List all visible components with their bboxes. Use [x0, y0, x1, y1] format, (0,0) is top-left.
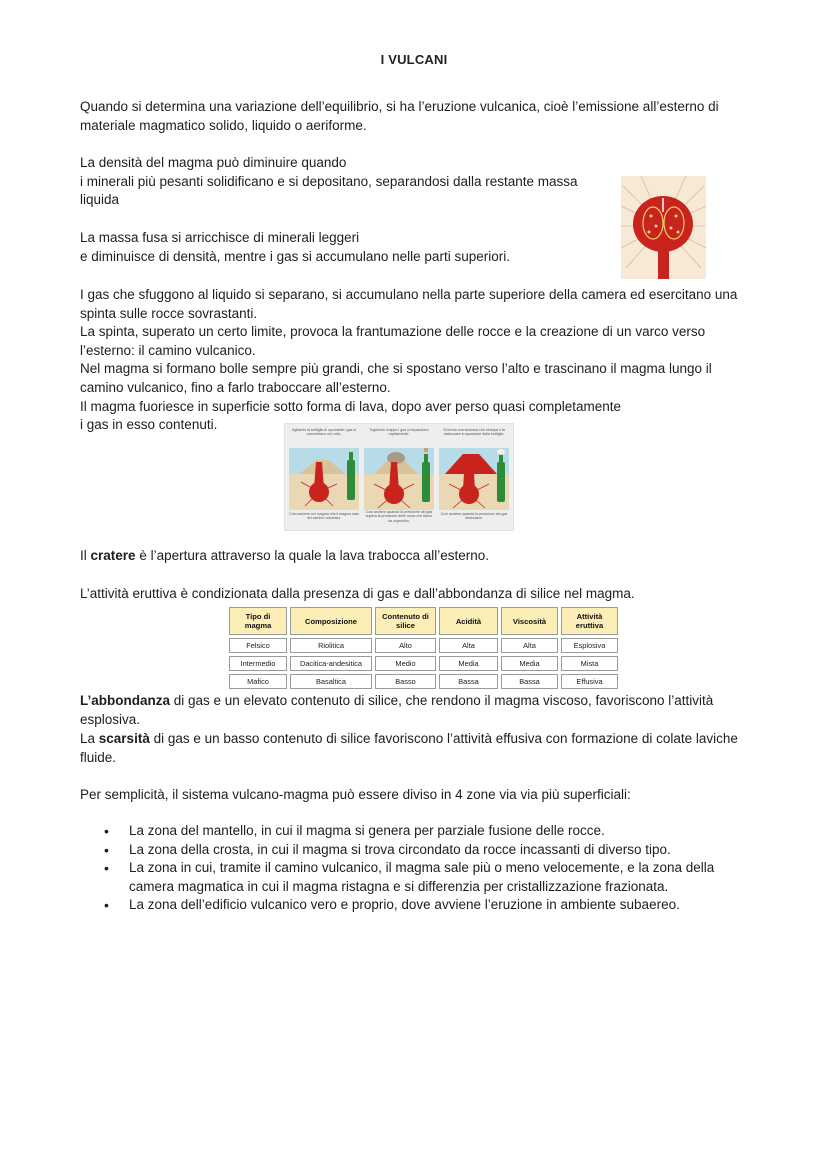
mass-line-1: La massa fusa si arricchisce di minerali leggeri [80, 230, 360, 245]
header-viscosita: Viscosità [501, 607, 558, 635]
list-item: • La zona della crosta, in cui il magma si trova circondato da rocce incassanti di diverso tipo. [80, 841, 760, 860]
panel-1-top-caption: Agitando la bottiglia di spumante i gas si concentrano nel collo. [291, 428, 357, 437]
bottles-panel-2 [364, 428, 434, 526]
page-title: I VULCANI [380, 52, 448, 67]
header-tipo: Tipo di magma [229, 607, 287, 635]
table-cell: Mafico [229, 674, 287, 689]
header-composizione: Composizione [290, 607, 372, 635]
magma-chamber-drawing [621, 176, 706, 279]
list-item: • La zona in cui, tramite il camino vulcanico, il magma sale più o meno velocemente, e la zona della camera magmatica in cui il magma ristagna e si differenzia per cristallizzazione frazionata. [80, 859, 760, 896]
gas-paragraph-3: Nel magma si formano bolle sempre più grandi, che si spostano verso l’alto e trascinano il magma lungo il camino vulcanico, fino a farlo traboccare all’esterno. [80, 361, 712, 395]
abbondanza-paragraph [80, 692, 750, 729]
table-cell: Intermedio [229, 656, 287, 671]
panel-2-bottom-caption: Così avviene quando la pressione del gas supera la pressione delle rocce che fanno da coperchio. [365, 510, 433, 523]
table-cell: Media [501, 656, 558, 671]
abbondanza-rest: di gas e un elevato contenuto di silice, che rendono il magma viscoso, favoriscono l’attività esplosiva. [80, 693, 714, 727]
panel-3-drawing [439, 448, 509, 510]
magma-chamber-image [621, 176, 706, 279]
table-cell: Basaltica [290, 674, 372, 689]
table-cell: Effusiva [561, 674, 618, 689]
table-row [229, 656, 618, 671]
list-item: • La zona dell’edificio vulcanico vero e proprio, dove avviene l’eruzione in ambiente subaereo. [80, 896, 760, 915]
density-line-3: liquida [80, 192, 120, 207]
panel-2-drawing [364, 448, 434, 510]
table-cell: Basso [375, 674, 436, 689]
panel-1-bottom-caption: Così avviene nel magma che il magma sale nel camino vulcanico. [289, 512, 359, 521]
scarsita-paragraph [80, 730, 750, 767]
table-cell: Bassa [501, 674, 558, 689]
gas-paragraph-1: I gas che sfuggono al liquido si separano, si accumulano nella parte superiore della camera ed esercitano una spinta sulle rocce sovrastanti. [80, 287, 738, 321]
table-row [229, 674, 618, 689]
scarsita-rest: di gas e un basso contenuto di silice favoriscono l’attività effusiva con formazione di colate laviche fluide. [80, 731, 738, 765]
mass-line-2: e diminuisce di densità, mentre i gas si accumulano nelle parti superiori. [80, 249, 510, 264]
density-line-2: i minerali più pesanti solidificano e si depositano, separandosi dalla restante massa [80, 174, 578, 189]
table-cell: Mista [561, 656, 618, 671]
table-cell: Dacitica-andesitica [290, 656, 372, 671]
header-acidita: Acidità [439, 607, 498, 635]
cratere-paragraph [80, 547, 489, 566]
panel-3-bottom-caption: Così avviene quando la pressione dei gas diminuisce. [440, 512, 508, 521]
table-row [229, 638, 618, 653]
gas-paragraph-4a: Il magma fuoriesce in superficie sotto forma di lava, dopo aver perso quasi completamente [80, 399, 622, 414]
table-cell: Felsico [229, 638, 287, 653]
zones-list [80, 822, 760, 915]
header-contenuto: Contenuto di silice [375, 607, 436, 635]
table-cell: Alta [439, 638, 498, 653]
table-cell: Bassa [439, 674, 498, 689]
cratere-before: Il [80, 548, 91, 563]
density-line-1: La densità del magma può diminuire quando [80, 155, 347, 170]
panel-2-top-caption: Togliendo il tappo i gas si espandono rapidamente. [369, 428, 429, 437]
intro-paragraph: Quando si determina una variazione dell’equilibrio, si ha l’eruzione vulcanica, cioè l’emissione all’esterno di materiale magmatico solido, liquido o aeriforme. [80, 99, 719, 133]
scarsita-before: La [80, 731, 99, 746]
bottles-comparison-image [284, 423, 514, 531]
magma-types-table [226, 604, 621, 692]
table-cell: Alta [501, 638, 558, 653]
list-item: • La zona del mantello, in cui il magma si genera per parziale fusione delle rocce. [80, 822, 760, 841]
attivita-paragraph: L’attività eruttiva è condizionata dalla presenza di gas e dall’abbondanza di silice nel magma. [80, 586, 635, 601]
gas-paragraph-4b: i gas in esso contenuti. [80, 417, 218, 432]
panel-3-top-caption: Si forma una schiuma che straripa e fa traboccare lo spumante dalla bottiglia. [443, 428, 505, 437]
panel-1-drawing [289, 448, 359, 510]
table-cell: Riolitica [290, 638, 372, 653]
table-header-row [229, 607, 618, 635]
scarsita-bold: scarsità [98, 731, 150, 746]
cratere-after: è l’apertura attraverso la quale la lava trabocca all’esterno. [135, 548, 490, 563]
bottles-panel-3 [439, 428, 509, 526]
cratere-bold: cratere [90, 548, 136, 563]
table-cell: Media [439, 656, 498, 671]
table-cell: Medio [375, 656, 436, 671]
table-cell: Esplosiva [561, 638, 618, 653]
semplicita-paragraph: Per semplicità, il sistema vulcano-magma può essere diviso in 4 zone via via più superficiali: [80, 787, 631, 802]
table-cell: Alto [375, 638, 436, 653]
bottles-panel-1 [289, 428, 359, 526]
gas-paragraph-2: La spinta, superato un certo limite, provoca la frantumazione delle rocce e la creazione di un varco verso l’esterno: il camino vulcanico. [80, 324, 706, 358]
abbondanza-bold: L’abbondanza [80, 693, 171, 708]
header-attivita: Attività eruttiva [561, 607, 618, 635]
